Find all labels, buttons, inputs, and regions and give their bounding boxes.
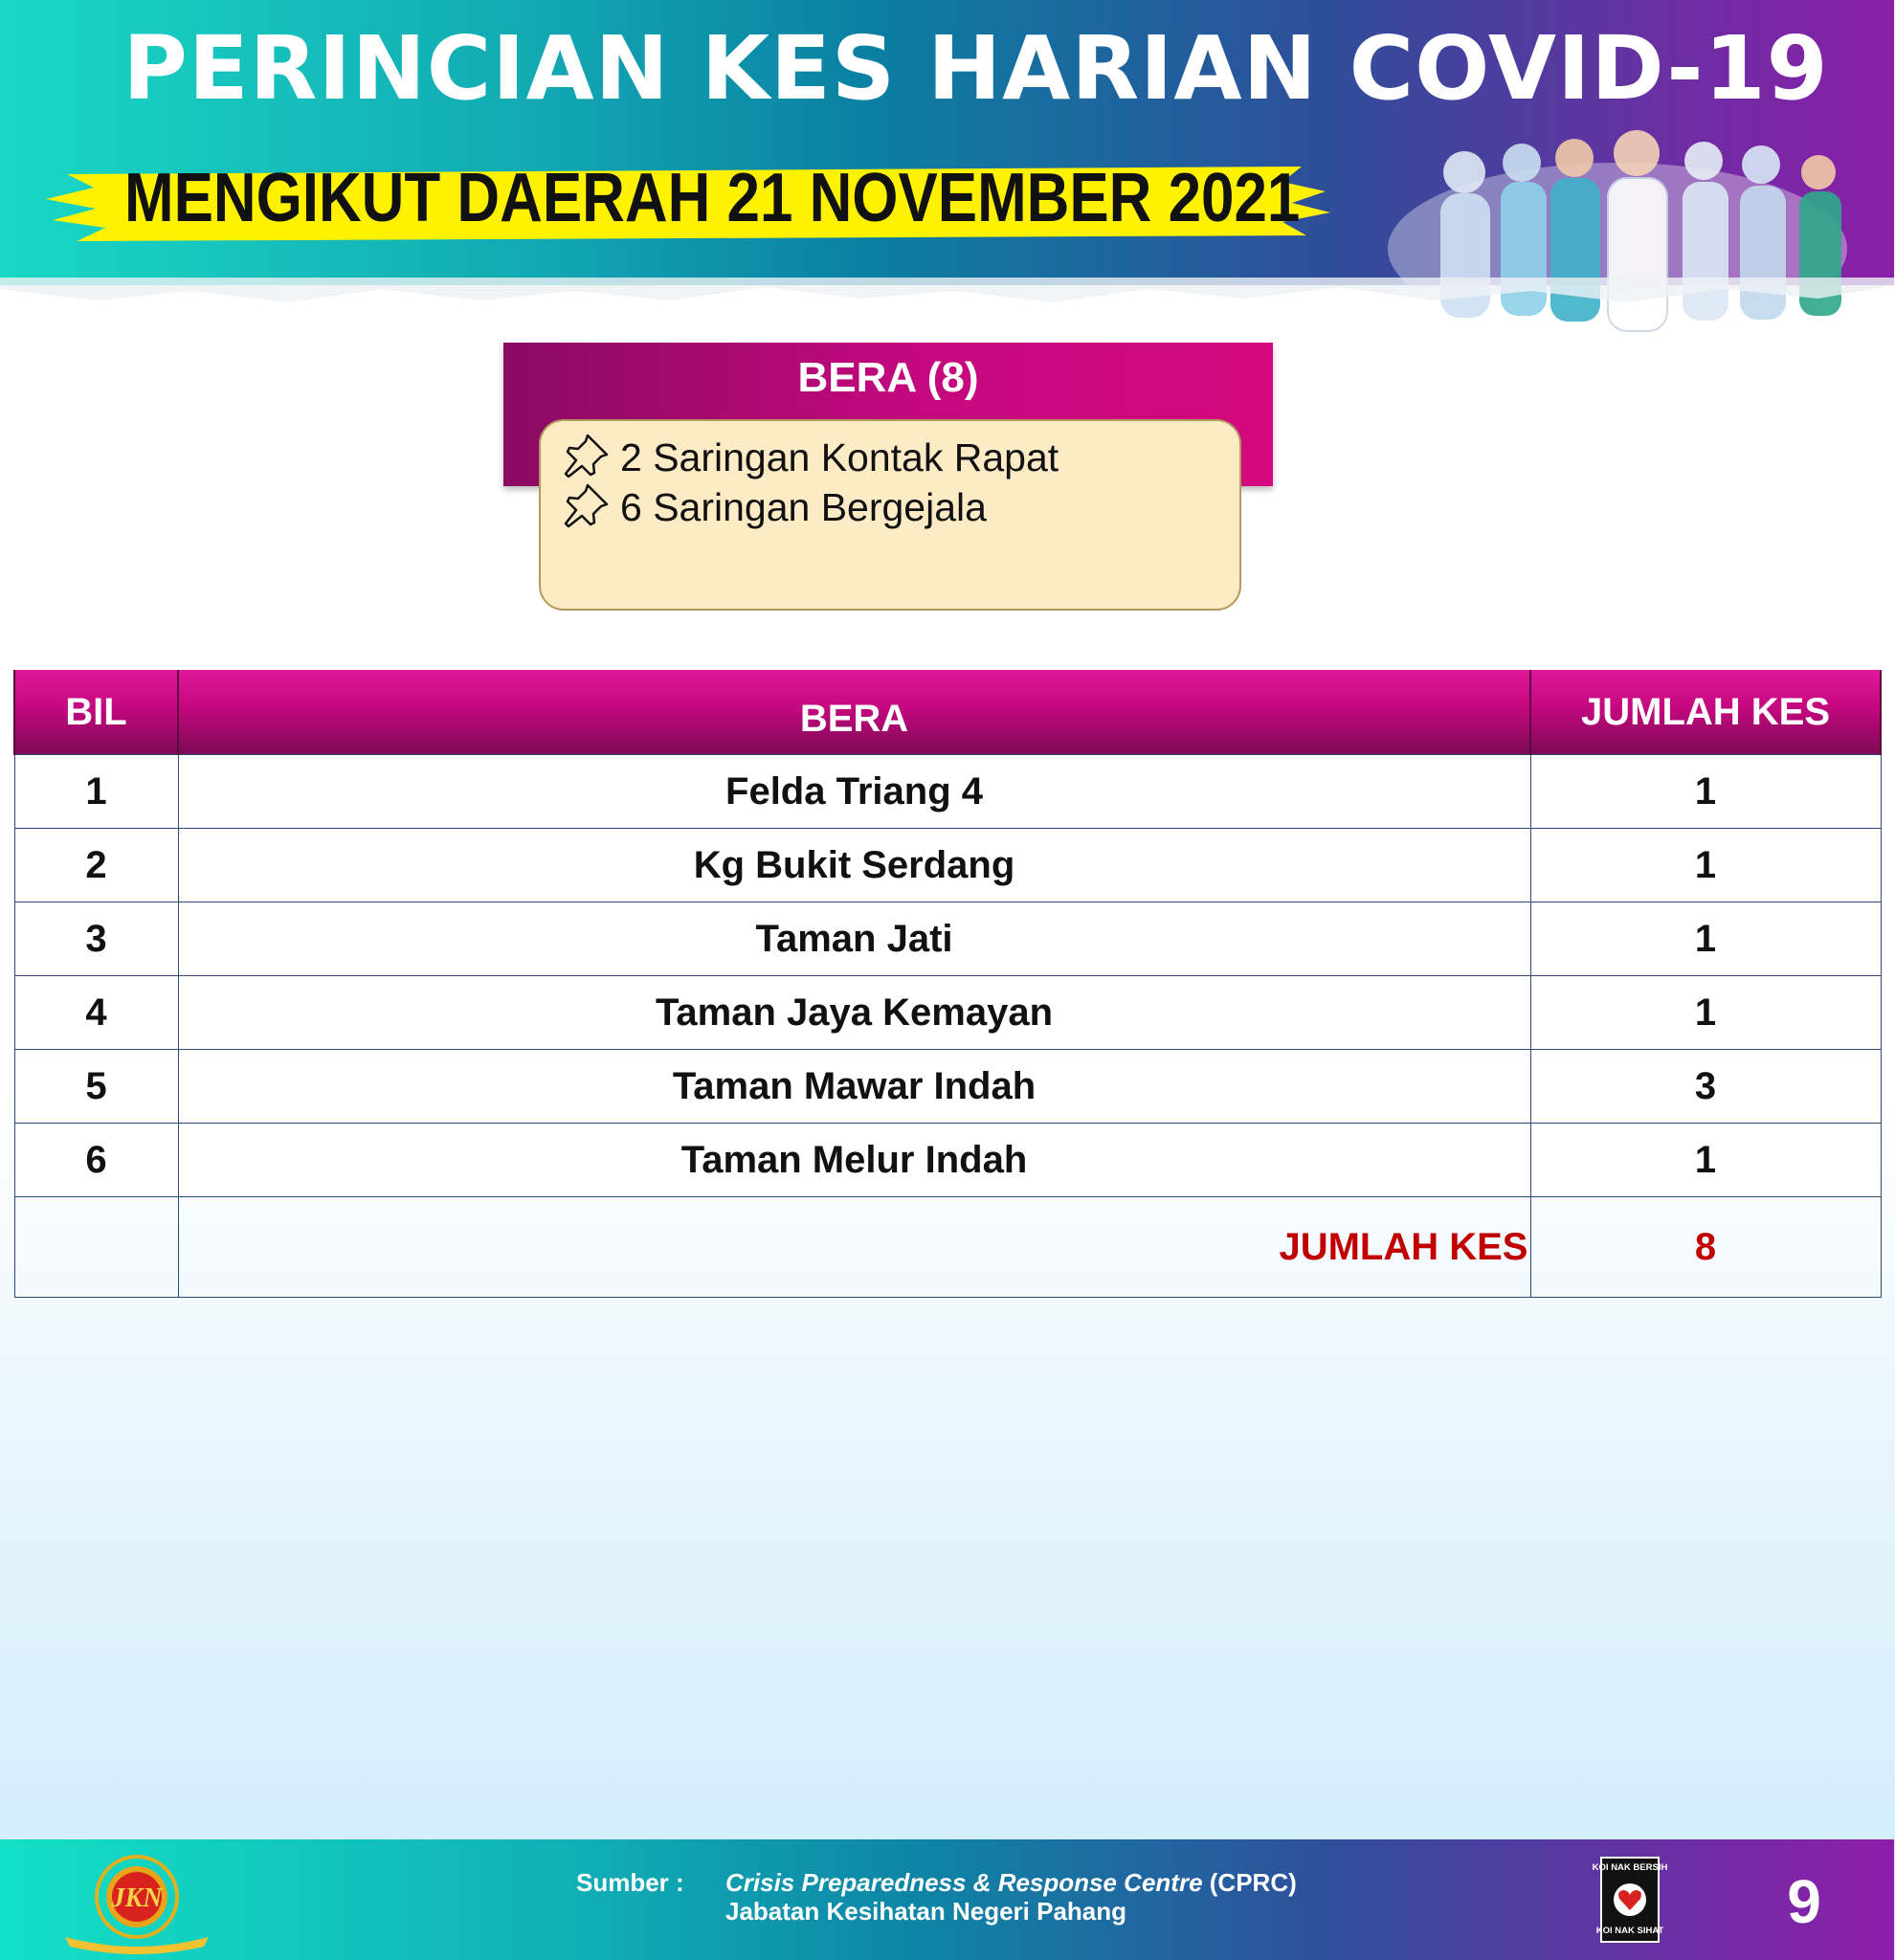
row-cases: 1: [1530, 902, 1881, 976]
source-organization: [725, 1868, 1297, 1898]
note-text: 6 Saringan Bergejala: [620, 485, 987, 529]
row-cases: 1: [1530, 976, 1881, 1050]
koi-nak-sihat-logo: [1592, 1857, 1668, 1943]
source-label: Sumber :: [576, 1868, 684, 1897]
page-title: PERINCIAN KES HARIAN COVID-19: [123, 17, 1829, 120]
total-value: 8: [1530, 1197, 1881, 1298]
district-title: BERA (8): [797, 354, 979, 401]
row-location: Taman Jati: [178, 902, 1530, 976]
table-row: [14, 902, 1881, 976]
row-cases: 3: [1530, 1050, 1881, 1124]
pushpin-icon: [563, 434, 611, 479]
note-text: 2 Saringan Kontak Rapat: [620, 435, 1059, 479]
jkn-logo: [56, 1849, 218, 1954]
logo-left-text: JKN: [111, 1883, 163, 1913]
table-row: [14, 755, 1881, 829]
row-cases: 1: [1530, 829, 1881, 902]
row-location: Taman Jaya Kemayan: [178, 976, 1530, 1050]
row-location: Kg Bukit Serdang: [178, 829, 1530, 902]
logo-right-top-text: KOI NAK BERSIH: [1592, 1862, 1668, 1873]
table-row: [14, 976, 1881, 1050]
row-cases: 1: [1530, 755, 1881, 829]
total-label: JUMLAH KES: [178, 1197, 1530, 1298]
page-number: 9: [1787, 1867, 1821, 1936]
row-number: 4: [14, 976, 178, 1050]
column-header-bil: BIL: [14, 670, 178, 755]
source-department: Jabatan Kesihatan Negeri Pahang: [725, 1897, 1127, 1926]
row-number: 6: [14, 1124, 178, 1197]
table-total-row: [14, 1197, 1881, 1298]
note-item: [563, 485, 987, 533]
row-number: 2: [14, 829, 178, 902]
page-subtitle: MENGIKUT DAERAH 21 NOVEMBER 2021: [124, 160, 1301, 236]
table-header-row: [14, 670, 1881, 755]
source-org-name: Crisis Preparedness & Response Centre: [725, 1868, 1203, 1897]
table-row: [14, 829, 1881, 902]
row-location: Taman Melur Indah: [178, 1124, 1530, 1197]
cases-table: [13, 670, 1882, 1298]
note-item: [563, 435, 1059, 483]
row-location: Felda Triang 4: [178, 755, 1530, 829]
row-number: 5: [14, 1050, 178, 1124]
pushpin-icon: [563, 484, 611, 528]
source-org-abbr: (CPRC): [1202, 1868, 1297, 1897]
logo-right-bottom-text: KOI NAK SIHAT: [1595, 1926, 1664, 1936]
row-cases: 1: [1530, 1124, 1881, 1197]
column-header-location: BERA: [178, 670, 1530, 755]
table-row: [14, 1124, 1881, 1197]
column-header-cases: JUMLAH KES: [1530, 670, 1881, 755]
row-number: 1: [14, 755, 178, 829]
total-empty-cell: [14, 1197, 178, 1298]
row-number: 3: [14, 902, 178, 976]
table-row: [14, 1050, 1881, 1124]
row-location: Taman Mawar Indah: [178, 1050, 1530, 1124]
paper-tear-edge: [0, 278, 1894, 335]
